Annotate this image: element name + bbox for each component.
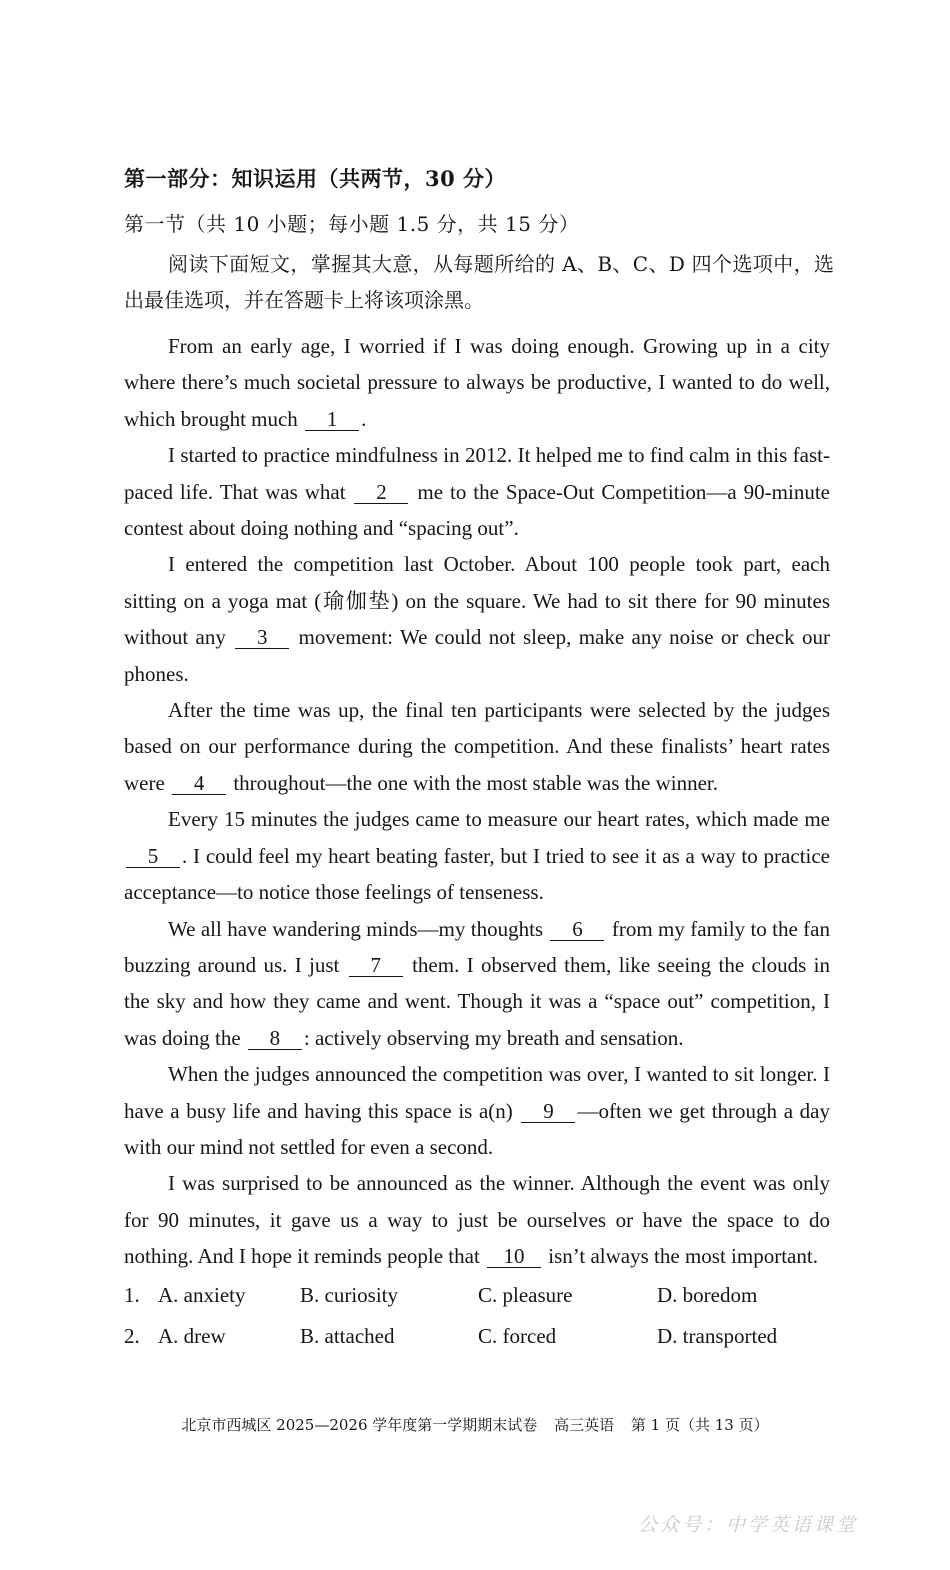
text: from my family to the fan buzzing around us. I just [124, 916, 830, 977]
text: Every 15 minutes the judges came to measure our heart rates, which made me [168, 807, 830, 832]
text: I started to practice mindfulness in 2012. It helped me to find calm in this fast-paced life. That was what [124, 443, 830, 504]
blank-5: 5 [126, 845, 180, 868]
text: From an early age, I worried if I was doing enough. Growing up in a city where there’s much societal pressure to always be productive, I wanted to do well, which brought much [124, 334, 830, 431]
cloze-passage [124, 328, 830, 1275]
question-row [124, 1324, 844, 1365]
option-a: A. anxiety [158, 1283, 246, 1307]
blank-4: 4 [172, 772, 226, 795]
text: them. I observed them, like seeing the clouds in the sky and how they came and went. Though it was a “space out” competition, I was doing the [124, 952, 831, 1050]
option-c: C. pleasure [478, 1283, 573, 1307]
paragraph-4 [124, 692, 830, 801]
part-title: 第一部分：知识运用（共两节，30 分） [124, 166, 507, 191]
page-footer [0, 1414, 950, 1435]
blank-10: 10 [487, 1245, 541, 1268]
paragraph-7 [124, 1056, 830, 1165]
text: isn’t always the most important. [548, 1244, 818, 1269]
text: throughout—the one with the most stable was the winner. [233, 770, 718, 795]
exam-title: 北京市西城区 2025—2026 学年度第一学期期末试卷 [181, 1416, 538, 1434]
option-b: B. attached [300, 1324, 395, 1348]
paragraph-5 [124, 801, 830, 910]
paragraph-2 [124, 437, 830, 546]
page-number: 第 1 页（共 13 页） [630, 1416, 769, 1434]
text: I entered the competition last October. About 100 people took part, each sitting on a yoga mat (瑜伽垫) on the square. We had to sit there for 90 minutes without any [124, 552, 830, 650]
text: I was surprised to be announced as the winner. Although the event was only for 90 minutes, it gave us a way to just be ourselves or have the space to do nothing. And I hope it reminds people that [124, 1171, 830, 1269]
option-d: D. transported [657, 1324, 778, 1348]
text: movement: We could not sleep, make any noise or check our phones. [124, 625, 830, 686]
text: . I could feel my heart beating faster, but I tried to see it as a way to practice acceptance—to notice those feelings of tenseness. [124, 843, 830, 905]
question-number: 1. [124, 1283, 140, 1307]
section-title: 第一节（共 10 小题；每小题 1.5 分，共 15 分） [124, 212, 580, 236]
option-a: A. drew [158, 1324, 226, 1348]
blank-3: 3 [235, 626, 289, 649]
text: : actively observing my breath and sensation. [303, 1025, 684, 1050]
paragraph-1 [124, 328, 830, 437]
option-c: C. forced [478, 1324, 557, 1348]
subject: 高三英语 [554, 1416, 615, 1434]
blank-6: 6 [550, 918, 604, 941]
text: We all have wandering minds—my thoughts [168, 916, 544, 941]
paragraph-8 [124, 1165, 830, 1274]
answer-options [124, 1283, 844, 1365]
option-b: B. curiosity [300, 1283, 398, 1307]
text: After the time was up, the final ten participants were selected by the judges based on our performance during the competition. And these finalists’ heart rates were [124, 698, 830, 795]
instructions: 阅读下面短文，掌握其大意，从每题所给的 A、B、C、D 四个选项中，选出最佳选项，并在答题卡上将该项涂黑。 [124, 252, 834, 312]
text: me to the Space-Out Competition—a 90-minute contest about doing nothing and “spacing out”. [124, 479, 831, 541]
paragraph-3 [124, 546, 830, 692]
blank-9: 9 [521, 1100, 575, 1123]
question-number: 2. [124, 1324, 140, 1348]
watermark: 公众号：中学英语课堂 [637, 1514, 858, 1536]
paragraph-6 [124, 911, 830, 1057]
question-row [124, 1283, 844, 1324]
blank-1: 1 [305, 408, 359, 431]
blank-8: 8 [248, 1027, 302, 1050]
blank-7: 7 [349, 954, 403, 977]
blank-2: 2 [354, 481, 408, 504]
text: . [361, 406, 367, 431]
text: When the judges announced the competition was over, I wanted to sit longer. I have a busy life and having this space is a(n) [124, 1062, 830, 1123]
option-d: D. boredom [657, 1283, 758, 1307]
text: —often we get through a day with our mind not settled for even a second. [124, 1098, 830, 1159]
